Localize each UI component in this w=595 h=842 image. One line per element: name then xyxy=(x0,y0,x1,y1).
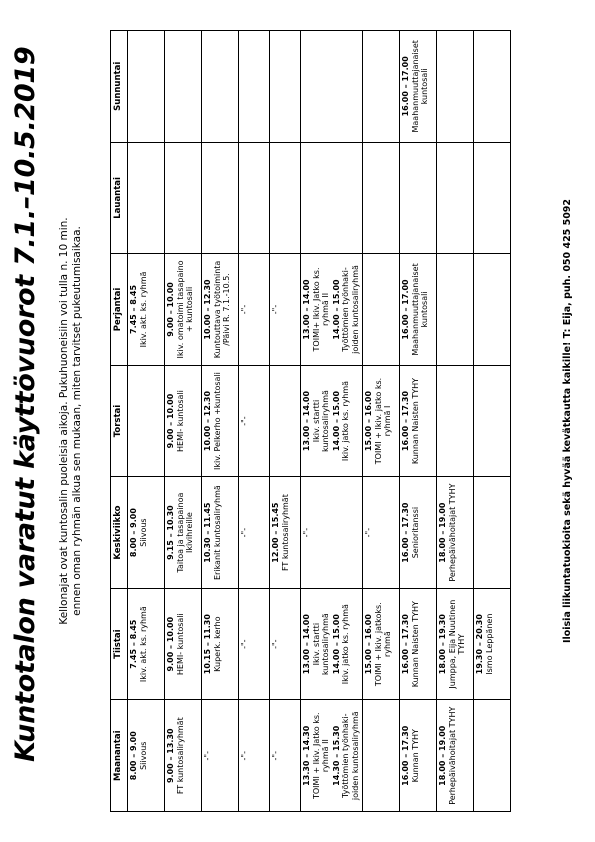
time-slot xyxy=(271,591,281,698)
schedule-cell xyxy=(239,254,270,366)
schedule-cell xyxy=(270,254,301,366)
slot-activity: Ikiv. Pelkerho +kuntosali xyxy=(212,372,222,470)
slot-activity: Maahanmuuttajanaiset kuntosali xyxy=(410,263,429,356)
slot-activity: -"- xyxy=(240,304,249,315)
schedule-cell xyxy=(400,477,437,589)
schedule-cell xyxy=(400,365,437,477)
schedule-cell xyxy=(128,477,165,589)
slot-time: 16.00 – 17.30 xyxy=(401,390,410,452)
time-slot xyxy=(364,591,393,698)
schedule-cell xyxy=(363,588,400,700)
schedule-cell xyxy=(202,142,239,254)
slot-activity: -"- xyxy=(240,416,249,426)
time-slot xyxy=(203,368,222,475)
slot-activity: Erikanit kuntosaliryhmä xyxy=(212,485,222,580)
table-row xyxy=(270,31,301,812)
slot-time: 14.00 – 15.00 xyxy=(331,279,341,340)
time-slot xyxy=(438,591,467,698)
schedule-table xyxy=(110,30,511,812)
slot-time: 15.00 – 16.00 xyxy=(364,614,373,675)
slot-time: 16.00 – 17.00 xyxy=(401,56,410,117)
schedule-cell xyxy=(301,142,363,254)
time-slot xyxy=(401,702,420,809)
schedule-cell xyxy=(270,142,301,254)
table-row xyxy=(301,31,363,812)
schedule-cell xyxy=(474,142,511,254)
slot-activity: TOIMI + Ikiv. jatkoks. ryhmä xyxy=(373,602,392,687)
time-slot xyxy=(240,591,250,698)
slot-activity: Kunnan Naisten TYHY xyxy=(410,601,420,688)
slot-activity: -"- xyxy=(240,527,249,538)
slot-time: 7.45 – 8.45 xyxy=(129,284,138,334)
time-slot xyxy=(129,702,148,809)
time-slot xyxy=(401,256,430,363)
table-row xyxy=(400,31,437,812)
slot-time: 13.00 – 14.00 xyxy=(302,390,311,452)
slot-activity: -"- xyxy=(302,527,311,538)
schedule-cell xyxy=(165,477,202,589)
day-header-row xyxy=(111,31,128,812)
slot-activity: Kunnan TYHY xyxy=(410,729,420,783)
slot-activity: Ikiv. startti kuntosaliryhmä xyxy=(311,390,330,452)
time-slot xyxy=(240,479,250,586)
slot-activity: Kunnan Naisten TYHY xyxy=(410,377,420,465)
slot-activity: Jumppa, Eija Nuutinen TYHY xyxy=(447,599,466,689)
slot-activity: -"- xyxy=(203,751,212,761)
schedule-cell xyxy=(301,700,363,812)
schedule-cell xyxy=(128,31,165,143)
slot-time: 8.00 – 9.00 xyxy=(129,508,138,558)
slot-time: 10.00 – 12.30 xyxy=(203,390,212,452)
schedule-cell xyxy=(437,254,474,366)
schedule-cell xyxy=(437,365,474,477)
day-header-saturday: Lauantai xyxy=(111,142,128,254)
slot-activity: -"- xyxy=(364,527,373,538)
time-slot xyxy=(302,368,331,475)
time-slot xyxy=(364,479,374,586)
slot-activity: Maahanmuuttajanaiset kuntosali xyxy=(410,40,429,133)
subtitle-line-2: ennen oman ryhmän alkua sen mukaan, miten tarvitset pukeutumisaikaa. xyxy=(71,226,83,616)
schedule-cell xyxy=(437,31,474,143)
slot-time: 9.15 – 10.30 xyxy=(166,505,175,560)
slot-time: 18.00 – 19.30 xyxy=(438,614,447,675)
schedule-cell xyxy=(270,31,301,143)
slot-time: 14.00 – 15.00 xyxy=(331,614,341,675)
schedule-cell xyxy=(363,254,400,366)
slot-activity: -"- xyxy=(271,304,280,315)
slot-time: 18.00 – 19.00 xyxy=(438,725,447,786)
slot-time: 16.00 – 17.30 xyxy=(401,614,410,675)
slot-activity: -"- xyxy=(240,751,249,761)
time-slot xyxy=(302,479,312,586)
slot-activity: -"- xyxy=(271,639,280,649)
table-row xyxy=(437,31,474,812)
slot-activity: Perhepäivähoitajat TYHY xyxy=(447,483,457,582)
slot-activity: Senioritanssi xyxy=(410,506,420,559)
time-slot xyxy=(166,479,195,586)
schedule-cell xyxy=(363,700,400,812)
slot-activity: Ikiv. akt. ks. ryhmä xyxy=(138,271,148,348)
time-slot xyxy=(166,702,185,809)
schedule-cell xyxy=(202,477,239,589)
slot-activity: HEMI- kuntosali xyxy=(175,613,185,676)
schedule-cell xyxy=(301,588,363,700)
time-slot xyxy=(271,479,290,586)
slot-activity: Siivous xyxy=(138,741,148,770)
time-slot xyxy=(240,256,250,363)
schedule-cell xyxy=(165,142,202,254)
schedule-cell xyxy=(301,477,363,589)
slot-activity: -"- xyxy=(271,751,280,761)
time-slot xyxy=(302,702,331,809)
schedule-cell xyxy=(301,254,363,366)
schedule-cell xyxy=(128,254,165,366)
day-header-thursday: Torstai xyxy=(111,365,128,477)
table-row xyxy=(239,31,270,812)
time-slot xyxy=(166,256,195,363)
table-row xyxy=(165,31,202,812)
time-slot xyxy=(166,591,185,698)
slot-time: 9.00 – 10.00 xyxy=(166,393,175,449)
subtitle-line-1: Kellonajat ovat kuntosalin puoleisia aikoja. Pukuhuoneisiin voi tulla n. 10 min. xyxy=(58,217,70,625)
footer-note: Iloisia liikuntatuokioita sekä hyvää kevätkautta kaikille! T: Eija, puh. 050 425 5092 xyxy=(562,198,573,644)
time-slot xyxy=(203,479,222,586)
schedule-cell xyxy=(128,588,165,700)
slot-time: 13.30 – 14.30 xyxy=(302,725,311,786)
slot-time: 13.00 – 14.00 xyxy=(302,279,311,340)
schedule-cell xyxy=(363,365,400,477)
day-header-monday: Maanantai xyxy=(111,700,128,812)
schedule-cell xyxy=(400,254,437,366)
slot-time: 10.00 – 12.30 xyxy=(203,279,212,340)
schedule-cell xyxy=(165,31,202,143)
schedule-cell xyxy=(437,142,474,254)
slot-time: 14.00 – 15.00 xyxy=(331,390,341,452)
schedule-cell xyxy=(400,700,437,812)
slot-activity: TOIMI+ Ikiv. Jatko ks. ryhmä II xyxy=(311,267,330,352)
slot-time: 10.15 – 11.30 xyxy=(203,614,212,675)
schedule-cell xyxy=(239,588,270,700)
slot-activity: Perhepäivähoitajat TYHY xyxy=(447,706,457,805)
table-row xyxy=(474,31,511,812)
schedule-cell xyxy=(270,588,301,700)
schedule-cell xyxy=(165,254,202,366)
schedule-cell xyxy=(437,700,474,812)
slot-time: 19.30 – 20.30 xyxy=(475,614,484,675)
time-slot xyxy=(332,591,351,698)
schedule-cell xyxy=(270,477,301,589)
schedule-cell xyxy=(165,700,202,812)
slot-activity: Työttömien työnhaki-joiden kuntosaliryhmä xyxy=(341,265,360,354)
time-slot xyxy=(475,591,494,698)
time-slot xyxy=(271,256,281,363)
slot-time: 8.00 – 9.00 xyxy=(129,731,138,781)
schedule-cell xyxy=(363,142,400,254)
slot-activity: Ikiv. jatko ks. ryhmä xyxy=(341,604,350,685)
time-slot xyxy=(401,591,420,698)
schedule-cell xyxy=(202,700,239,812)
schedule-cell xyxy=(437,477,474,589)
subtitle xyxy=(58,60,84,782)
schedule-cell xyxy=(270,365,301,477)
table-row xyxy=(202,31,239,812)
schedule-cell xyxy=(474,477,511,589)
schedule-cell xyxy=(474,254,511,366)
time-slot xyxy=(332,256,361,363)
slot-time: 16.00 – 17.00 xyxy=(401,279,410,340)
page-title: Kuntotalon varatut käyttövuorot 7.1.–10.5.2019 xyxy=(10,46,41,762)
schedule-cell xyxy=(301,365,363,477)
slot-activity: Ikiv. omatoimi tasapaino + kuntosali xyxy=(175,260,194,359)
slot-time: 18.00 – 19.00 xyxy=(438,502,447,563)
schedule-cell xyxy=(202,588,239,700)
slot-activity: HEMI- kuntosali xyxy=(175,390,185,452)
schedule-cell xyxy=(301,31,363,143)
table-row xyxy=(363,31,400,812)
schedule-cell xyxy=(400,588,437,700)
schedule-cell xyxy=(363,31,400,143)
slot-activity: TOIMI + Ikiv. jatko ks. ryhmä I xyxy=(373,377,392,465)
slot-time: 9.00 – 13.30 xyxy=(166,728,175,784)
time-slot xyxy=(332,702,361,809)
schedule-cell xyxy=(363,477,400,589)
slot-activity: Taitoa ja tasapainoa Ikivihreille xyxy=(175,492,194,573)
slot-activity: Ikiv. akt. ks. ryhmä xyxy=(138,606,148,683)
time-slot xyxy=(302,591,331,698)
schedule-cell xyxy=(202,365,239,477)
slot-time: 16.00 – 17.30 xyxy=(401,725,410,786)
time-slot xyxy=(240,702,250,809)
time-slot xyxy=(438,479,457,586)
table-row xyxy=(128,31,165,812)
time-slot xyxy=(203,256,232,363)
time-slot xyxy=(401,368,420,475)
schedule-cell xyxy=(165,588,202,700)
slot-time: 14.30 – 15.30 xyxy=(331,725,341,786)
schedule-cell xyxy=(474,700,511,812)
slot-activity: FT kuntosaliryhmät xyxy=(280,494,290,572)
time-slot xyxy=(240,368,250,475)
schedule-cell xyxy=(202,31,239,143)
schedule-cell xyxy=(202,254,239,366)
time-slot xyxy=(438,702,457,809)
schedule-cell xyxy=(239,700,270,812)
schedule-cell xyxy=(239,477,270,589)
schedule-cell xyxy=(437,588,474,700)
schedule-body xyxy=(128,31,511,812)
schedule-cell xyxy=(400,31,437,143)
schedule-cell xyxy=(128,700,165,812)
slot-activity: Kuperk. kerho xyxy=(212,616,222,672)
slot-time: 9.00 – 10.00 xyxy=(166,282,175,337)
schedule-cell xyxy=(239,31,270,143)
slot-activity: Siivous xyxy=(138,518,148,547)
slot-activity: Ismo Leppänen xyxy=(484,613,494,675)
slot-activity: TOIMI + Ikiv. Jatko ks. ryhmä II xyxy=(311,712,330,799)
slot-activity: FT kuntosaliryhmät xyxy=(175,717,185,795)
slot-activity: Ikiv. startti kuntosaliryhmä xyxy=(311,613,330,676)
slot-activity: Kuntouttava työtoiminta /Päivi R. 7.1.-10.5. xyxy=(212,260,231,359)
time-slot xyxy=(203,702,213,809)
day-header-tuesday: Tiistai xyxy=(111,588,128,700)
time-slot xyxy=(129,591,148,698)
schedule-cell xyxy=(270,700,301,812)
schedule-cell xyxy=(474,365,511,477)
time-slot xyxy=(401,33,430,140)
slot-activity: -"- xyxy=(240,639,249,649)
time-slot xyxy=(271,702,281,809)
schedule-cell xyxy=(128,142,165,254)
slot-time: 16.00 – 17.30 xyxy=(401,502,410,563)
schedule-cell xyxy=(128,365,165,477)
slot-time: 9.00 – 10.00 xyxy=(166,616,175,672)
schedule-cell xyxy=(474,588,511,700)
slot-activity: Ikiv. jatko ks. ryhmä xyxy=(341,380,350,462)
day-header-sunday: Sunnuntai xyxy=(111,31,128,143)
schedule-cell xyxy=(239,365,270,477)
slot-time: 10.30 – 11.45 xyxy=(203,502,212,563)
slot-time: 13.00 – 14.00 xyxy=(302,614,311,675)
time-slot xyxy=(129,256,148,363)
day-header-friday: Perjantai xyxy=(111,254,128,366)
slot-time: 12.00 – 15.45 xyxy=(271,502,280,563)
slot-time: 7.45 – 8.45 xyxy=(129,619,138,669)
schedule-cell xyxy=(239,142,270,254)
schedule-cell xyxy=(400,142,437,254)
time-slot xyxy=(166,368,185,475)
time-slot xyxy=(129,479,148,586)
slot-time: 15.00 – 16.00 xyxy=(364,390,373,452)
schedule-cell xyxy=(474,31,511,143)
time-slot xyxy=(332,368,351,475)
time-slot xyxy=(203,591,222,698)
day-header-wednesday: Keskiviikko xyxy=(111,477,128,589)
time-slot xyxy=(302,256,331,363)
time-slot xyxy=(364,368,393,475)
schedule-cell xyxy=(165,365,202,477)
time-slot xyxy=(401,479,420,586)
slot-activity: Työttömien työnhaki-joiden kuntosaliryhmä xyxy=(341,711,360,801)
